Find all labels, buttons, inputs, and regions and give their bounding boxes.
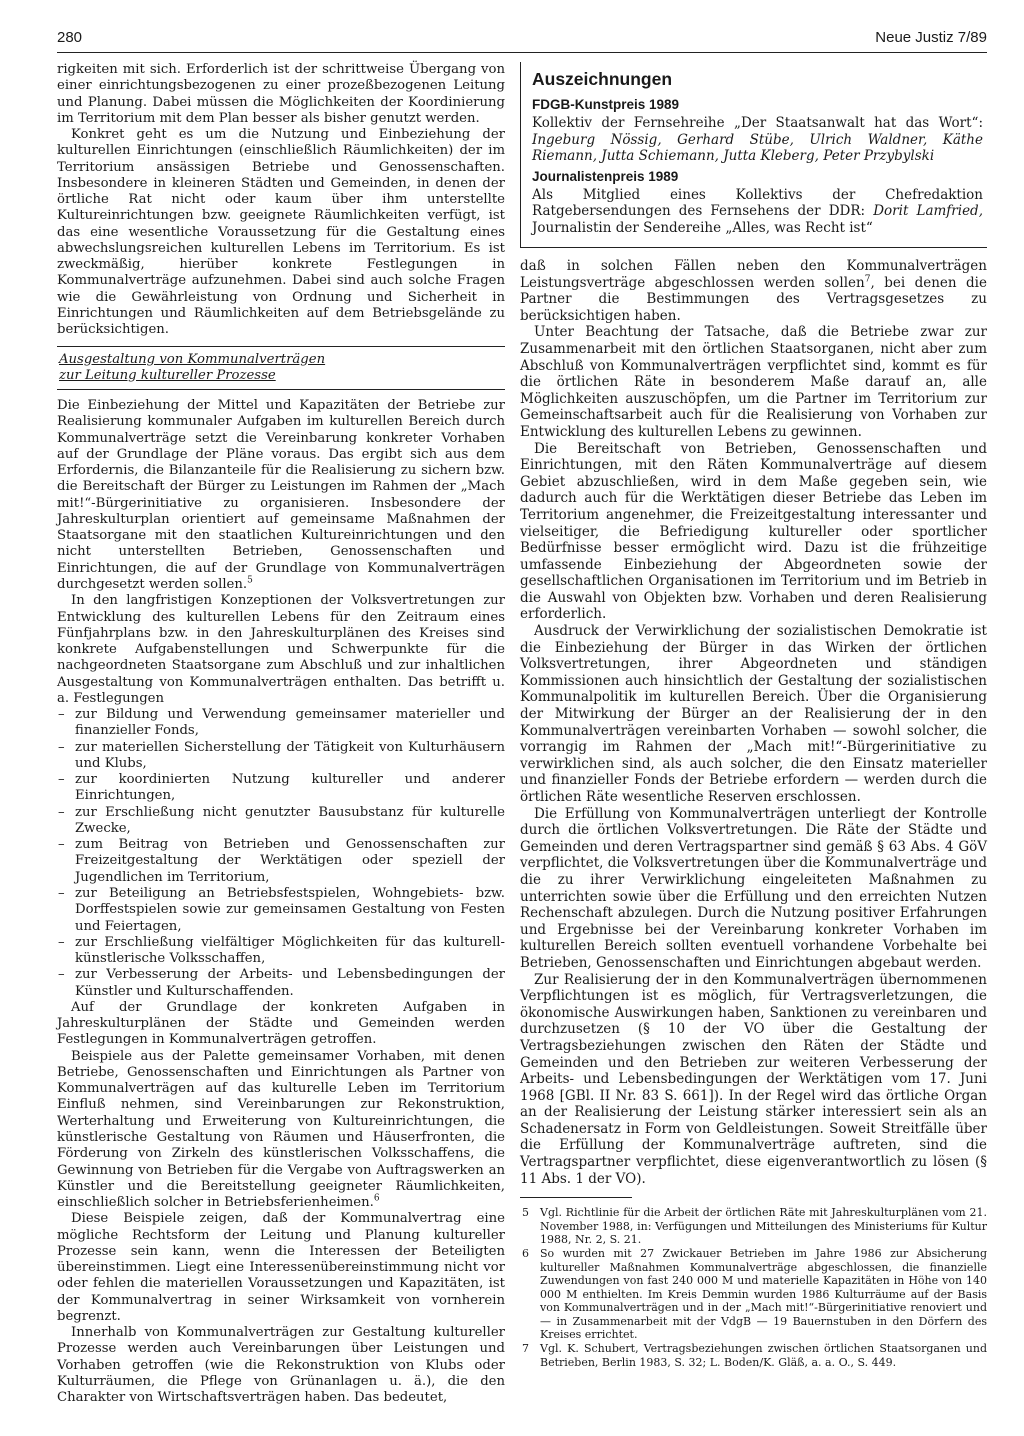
list-item: – zum Beitrag von Betrieben und Genossenschaften zur Freizeitgestaltung der Werktätigen oder speziell der Jugendlichen im Territorium,: [57, 837, 505, 886]
footnote-ref: 7: [864, 274, 871, 285]
award-text: [532, 115, 983, 165]
journal-issue: Neue Justiz 7/89: [875, 29, 987, 46]
awards-box: [520, 62, 987, 248]
awards-title: Auszeichnungen: [532, 69, 673, 89]
paragraph: [57, 1049, 505, 1212]
footnote-number: 7: [522, 1342, 529, 1356]
footnote: [520, 1342, 987, 1369]
paragraph-text: daß in solchen Fällen neben den Kommunalverträgen Leistungsverträge abgeschlossen werden sollen: [520, 258, 987, 291]
award-names: Dorit Lamfried,: [873, 203, 983, 219]
award-heading: Journalistenpreis 1989: [532, 168, 679, 184]
list-item: – zur koordinierten Nutzung kultureller und anderer Einrichtungen,: [57, 772, 505, 805]
list-item: – zur Bildung und Verwendung gemeinsamer materieller und finanzieller Fonds,: [57, 707, 505, 740]
paragraph: rigkeiten mit sich. Erforderlich ist der schrittweise Übergang von einer einrichtungsbezogenen zu einer prozeßbezogenen Leitung und Planung. Dabei müssen die Möglichkeiten der Koordinierung im Territorium mit dem Plan besser als bisher genutzt werden.: [57, 62, 505, 126]
paragraph: Konkret geht es um die Nutzung und Einbeziehung der kulturellen Einrichtungen (einschließlich Räumlichkeiten) der im Territorium ansässigen Betriebe und Genossenschaften. Insbesondere in kleineren Städten und Gemeinden, in denen der örtliche Rat nicht oder kaum über ihm unterstellte Kultureinrichtungen bzw. geeignete Räumlichkeiten verfügt, ist das eine wesentliche Voraussetzung für die Gestaltung eines abwechslungsreichen kulturellen Lebens im Territorium. Es ist zweckmäßig, hierüber konkrete Festlegungen in Kommunalverträge aufzunehmen. Dabei sind auch solche Fragen wie die Gewährleistung von Ordnung und Sicherheit in Einrichtungen und Räumlichkeiten auf dem Betriebsgelände zu berücksichtigen.: [57, 127, 505, 338]
list-item: – zur Verbesserung der Arbeits- und Lebensbedingungen der Künstler und Kulturschaffenden.: [57, 967, 505, 1000]
dash-list: [57, 707, 505, 1000]
paragraph: Auf der Grundlage der konkreten Aufgaben in Jahreskulturplänen der Städte und Gemeinden werden Festlegungen in Kommunalverträgen getroffen.: [57, 999, 505, 1048]
award-names: Ingeburg Nössig, Gerhard Stübe, Ulrich Waldner, Käthe Riemann, Jutta Schiemann, Jutta Kleberg, Peter Przybylski: [532, 131, 983, 164]
list-item: – zur Beteiligung an Betriebsfestspielen, Wohngebiets- bzw. Dorffestspielen sowie zur gemeinsamen Gestaltung von Festen und Feiertagen,: [57, 886, 505, 935]
paragraph: Unter Beachtung der Tatsache, daß die Betriebe zwar zur Zusammenarbeit mit den örtlichen Staatsorganen, nicht aber zum Abschluß von Kommunalverträgen verpflichtet sind, kommt es für die örtlichen Räte in besonderem Maße darauf an, alle Möglichkeiten auszuschöpfen, um die Partner im Territorium zur Gemeinschaftsarbeit auch für die Realisierung von Vorhaben zur Entwicklung des kulturellen Lebens zu gewinnen.: [520, 324, 987, 440]
award-heading: FDGB-Kunstpreis 1989: [532, 97, 680, 112]
footnote: [520, 1247, 987, 1341]
footnote-ref: 5: [247, 575, 253, 586]
section-heading-line: Ausgestaltung von Kommunalverträgen: [59, 351, 326, 367]
paragraph: Die Bereitschaft von Betrieben, Genossenschaften und Einrichtungen, mit den Räten Kommunalverträge auf diesem Gebiet abzuschließen, wird in dem Maße gegeben sein, wie dadurch auch für die Werktätigen dieser Betriebe das Leben im Territorium angenehmer, die Freizeitgestaltung interessanter und vielseitiger, die Befriedigung kultureller oder sportlicher Bedürfnisse besser ermöglicht wird. Dazu ist die frühzeitige umfassende Einbeziehung der Abgeordneten sowie der gesellschaftlichen Organisationen im Territorium und im Betrieb in die Auswahl von Objekten bzw. Vorhaben und deren Realisierung erforderlich.: [520, 440, 987, 623]
paragraph: [57, 398, 505, 593]
award-text-plain: Journalistin der Sendereihe „Alles, was Recht ist“: [532, 219, 873, 236]
paragraph: Diese Beispiele zeigen, daß der Kommunalvertrag eine mögliche Rechtsform der Leitung und Planung kultureller Prozesse sein kann, wenn die Interessen der Beteiligten übereinstimmen. Liegt eine Interessenübereinstimmung nicht vor oder fehlen die materiellen Voraussetzungen und Kapazitäten, ist der Kommunalvertrag in seiner Wirksamkeit von vornherein begrenzt.: [57, 1211, 505, 1324]
paragraph-text: Die Einbeziehung der Mittel und Kapazitäten der Betriebe zur Realisierung kommunaler Aufgaben im kulturellen Bereich durch Kommunalverträge setzt die Vereinbarung konkreter Vorhaben auf der Grundlage der Pläne voraus. Das ergibt sich aus dem Erfordernis, die Bilanzanteile für die Realisierung zu sichern bzw. die Bereitschaft der Bürger zu Leistungen im Rahmen der „Mach mit!“-Bürgerinitiative zu organisieren. Insbesondere der Jahreskulturplan orientiert auf gemeinsame Maßnahmen der Staatsorgane mit den staatlichen Kultureinrichtungen und den nicht unterstellten Betrieben, Genossenschaften und Einrichtungen, die auf der Grundlage von Kommunalverträgen durchgesetzt werden sollen.: [57, 398, 505, 592]
section-heading-line: zur Leitung kultureller Prozesse: [59, 367, 276, 383]
award-text: [532, 187, 983, 237]
award-text-plain: Als Mitglied eines Kollektivs der Chefredaktion Ratgebersendungen des Fernsehens der DDR:: [532, 186, 983, 219]
footnote-ref: 6: [373, 1193, 380, 1204]
footnote: [520, 1206, 987, 1246]
footnote-text: Vgl. K. Schubert, Vertragsbeziehungen zwischen örtlichen Staatsorganen und Betrieben, Berlin 1983, S. 32; L. Boden/K. Gläß, a. a. O., S. 449.: [540, 1342, 987, 1369]
list-item: – zur Erschließung nicht genutzter Bausubstanz für kulturelle Zwecke,: [57, 805, 505, 838]
paragraph-text: Beispiele aus der Palette gemeinsamer Vorhaben, mit denen Betriebe, Genossenschaften und Einrichtungen als Partner von Kommunalverträgen auf das kulturelle Leben im Territorium Einfluß nehmen, sind Vereinbarungen zur Rekonstruktion, Werterhaltung und Erweiterung von Kultureinrichtungen, die künstlerische Gestaltung von Räumen und Häuserfronten, die Förderung von Zirkeln des künstlerischen Volksschaffens, die Gewinnung von Betrieben für die Vergabe von Auftragswerken an Künstler und die Bereitstellung geeigneter Räumlichkeiten, einschließlich solcher in Betriebsferienheimen.: [57, 1048, 505, 1211]
paragraph: Innerhalb von Kommunalverträgen zur Gestaltung kultureller Prozesse werden auch Vereinbarungen über Leistungen und Vorhaben getroffen (wie die Rekonstruktion von Klubs oder Kulturräumen, die Pflege von Grünanlagen u. ä.), die den Charakter von Wirtschaftsverträgen haben. Das bedeutet,: [57, 1325, 505, 1406]
footnote-text: So wurden mit 27 Zwickauer Betrieben im Jahre 1986 zur Absicherung kultureller Maßnahmen Kommunalverträge abgeschlossen, die finanzielle Zuwendungen von fast 240 000 M und materielle Kapazitäten in Höhe von 140 000 M enthielten. Im Kreis Demmin wurden 1986 Kulturräume auf der Basis von Kommunalverträgen und in der „Mach mit!“-Bürgerinitiative renoviert und — in Zusammenarbeit mit der VdgB — 19 Bauernstuben in den Dörfern des Kreises errichtet.: [540, 1247, 987, 1341]
paragraph: [520, 258, 987, 324]
list-item: – zur Erschließung vielfältiger Möglichkeiten für das kulturell-künstlerische Volksschaffen,: [57, 935, 505, 968]
footnote-number: 5: [522, 1206, 529, 1220]
footnote-text: Vgl. Richtlinie für die Arbeit der örtlichen Räte mit Jahreskulturplänen vom 21. November 1988, in: Verfügungen und Mitteilungen des Ministeriums für Kultur 1988, Nr. 2, S. 21.: [540, 1206, 987, 1247]
footnote-number: 6: [522, 1247, 529, 1261]
footnote-divider: [520, 1197, 632, 1198]
section-heading: [57, 346, 505, 391]
footnotes: [520, 1206, 987, 1369]
paragraph: Die Erfüllung von Kommunalverträgen unterliegt der Kontrolle durch die örtlichen Volksvertretungen. Die Räte der Städte und Gemeinden und deren Vertragspartner sind gemäß § 63 Abs. 4 GöV verpflichtet, die Volksvertretungen über die Kommunalverträge und die zu ihrer Verwirklichung eingeleiteten Maßnahmen zu unterrichten sowie über die Erfüllung und den erreichten Nutzen Rechenschaft abzulegen. Durch die Nutzung positiver Erfahrungen und Ergebnisse bei der Vereinbarung konkreter Vorhaben im kulturellen Bereich sollten eventuell vorhandene Vorbehalte bei Betrieben, Genossenschaften und Einrichtungen abgebaut werden.: [520, 805, 987, 971]
paragraph: In den langfristigen Konzeptionen der Volksvertretungen zur Entwicklung des kulturellen Lebens für den Zeitraum eines Fünfjahrplans bzw. in den Jahreskulturplänen des Kreises sind konkrete Aufgabenstellungen und Schwerpunkte für die nachgeordneten Staatsorgane zum Abschluß und zur inhaltlichen Ausgestaltung von Kommunalverträgen enthalten. Das betrifft u. a. Festlegungen: [57, 593, 505, 706]
page-header: [57, 24, 987, 53]
paragraph: Ausdruck der Verwirklichung der sozialistischen Demokratie ist die Einbeziehung der Bürger in das Wirken der örtlichen Volksvertretungen, ihrer Abgeordneten und ständigen Kommissionen auch hinsichtlich der Gestaltung der sozialistischen Kommunalpolitik im kulturellen Bereich. Über die Organisierung der Mitwirkung der Bürger an der Realisierung der in den Kommunalverträgen vereinbarten Vorhaben — sowohl solcher, die vorrangig im Rahmen der „Mach mit!“-Bürgerinitiative zu verwirklichen sind, als auch solcher, die den Einsatz materieller und finanzieller Fonds der Betriebe erfordern — werden durch die örtlichen Räte wesentliche Reserven erschlossen.: [520, 623, 987, 805]
paragraph: Zur Realisierung der in den Kommunalverträgen übernommenen Verpflichtungen ist es möglich, für Vertragsverletzungen, die ökonomische Auswirkungen haben, Sanktionen zu vereinbaren und durchzusetzen (§ 10 der VO über die Gestaltung der Vertragsbeziehungen zwischen den Räten der Städte und Gemeinden und den Betrieben zur weiteren Verbesserung der Arbeits- und Lebensbedingungen der Werktätigen vom 17. Juni 1968 [GBl. II Nr. 83 S. 661]). In der Regel wird das örtliche Organ an der Realisierung der Leistung stärker interessiert sein als an Schadenersatz in Form von Geldleistungen. Soweit Streitfälle über die Erfüllung der Kommunalverträge auftreten, sind die Vertragspartner verpflichtet, diese eigenverantwortlich zu lösen (§ 11 Abs. 1 der VO).: [520, 971, 987, 1187]
left-column: [57, 62, 505, 1407]
page-number: 280: [57, 29, 83, 46]
list-item: – zur materiellen Sicherstellung der Tätigkeit von Kulturhäusern und Klubs,: [57, 740, 505, 773]
paragraph-text: , bei denen die Partner die Bestimmungen des Vertragsgesetzes zu berücksichtigen haben.: [520, 274, 987, 324]
right-column: [520, 62, 987, 1370]
award-text-plain: Kollektiv der Fernsehreihe „Der Staatsanwalt hat das Wort“:: [532, 115, 983, 131]
